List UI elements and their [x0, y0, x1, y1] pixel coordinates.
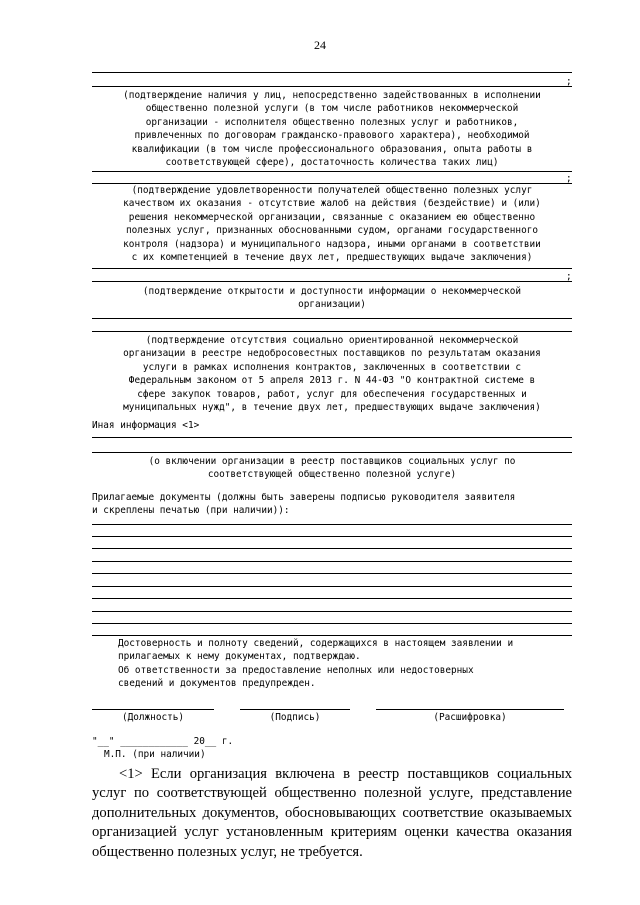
inclusion-caption: (о включении организации в реестр поставщиков социальных услуг по соответствующей общественно полезной услуге)	[148, 456, 516, 481]
fill-line	[92, 611, 572, 612]
signature-line	[240, 709, 350, 710]
date-line: "__" ____________ 20__ г.	[92, 736, 234, 747]
fill-line	[92, 452, 572, 453]
fill-line	[92, 268, 572, 269]
fill-line	[92, 573, 572, 574]
registry-caption: (подтверждение отсутствия социально ориентированной некоммерческой организации в реестре недобросовестных поставщиков по результатам оказания услуги в рамках исполнения контрактов, заключенных в соответствии с Федеральным законом от 5 апреля 2013 г. N 44-ФЗ "О контрактной системе в сфере закупок товаров, работ, услуг для обеспечения государственных и муниципальных нужд", в течение двух лет, предшествующих выдаче заключения)	[123, 335, 541, 414]
attached-docs-label: Прилагаемые документы (должны быть заверены подписью руководителя заявителя и скреплены печатью (при наличии)):	[92, 492, 516, 517]
footnote: <1> Если организация включена в реестр поставщиков социальных услуг по соответствующей общественно полезной услуге, представление дополнительных документов, обосновывающих соответствие оказываемых организацией услуг установленным критериям оценки качества оказания общественно полезных услуг, не требуется.	[92, 766, 572, 860]
fill-line	[92, 437, 572, 438]
qualification-caption: (подтверждение наличия у лиц, непосредственно задействованных в исполнении общественно полезной услуги (в том числе работников некоммерческой организации - исполнителя общественно полезных услуг и работников, привлеченных по договорам гражданско-правового характера), необходимой квалификации (в том числе профессионального образования, опыта работы в соответствующей сфере), достаточность количества таких лиц)	[123, 90, 541, 169]
fill-line	[92, 635, 572, 636]
other-info-label: Иная информация <1>	[92, 420, 200, 431]
decoding-label: (Расшифровка)	[433, 712, 507, 723]
stamp-label: М.П. (при наличии)	[104, 749, 206, 760]
fill-line	[92, 536, 572, 537]
fill-line	[92, 548, 572, 549]
reliability-statement: Достоверность и полноту сведений, содержащихся в настоящем заявлении и прилагаемых к нему документах, подтверждаю.	[118, 638, 514, 663]
fill-line	[92, 623, 572, 624]
fill-line	[92, 561, 572, 562]
fill-line	[92, 586, 572, 587]
page-number: 24	[314, 38, 326, 52]
fill-line	[92, 171, 572, 172]
signature-label: (Подпись)	[269, 712, 321, 723]
fill-line	[92, 281, 572, 282]
fill-line	[92, 72, 572, 73]
responsibility-statement: Об ответственности за предоставление неполных или недостоверных сведений и документов предупрежден.	[118, 665, 474, 690]
fill-line	[92, 318, 572, 319]
fill-line	[92, 86, 572, 87]
fill-line	[92, 598, 572, 599]
satisfaction-caption: (подтверждение удовлетворенности получателей общественно полезных услуг качеством их оказания - отсутствие жалоб на действия (бездействие) и (или) решения некоммерческой организации, связанные с оказанием ею общественно полезных услуг, признанных обоснованными судом, органами государственного контроля (надзора) и муниципального надзора, иными органами в соответствии с их компетенцией в течение двух лет, предшествующих выдаче заключения)	[123, 185, 541, 264]
decoding-line	[376, 709, 564, 710]
position-label: (Должность)	[121, 712, 185, 723]
semicolon: ;	[566, 271, 572, 282]
fill-line	[92, 331, 572, 332]
position-line	[92, 709, 214, 710]
openness-caption: (подтверждение открытости и доступности информации о некоммерческой организации)	[142, 286, 522, 311]
semicolon: ;	[566, 76, 572, 87]
semicolon: ;	[566, 173, 572, 184]
fill-line	[92, 524, 572, 525]
